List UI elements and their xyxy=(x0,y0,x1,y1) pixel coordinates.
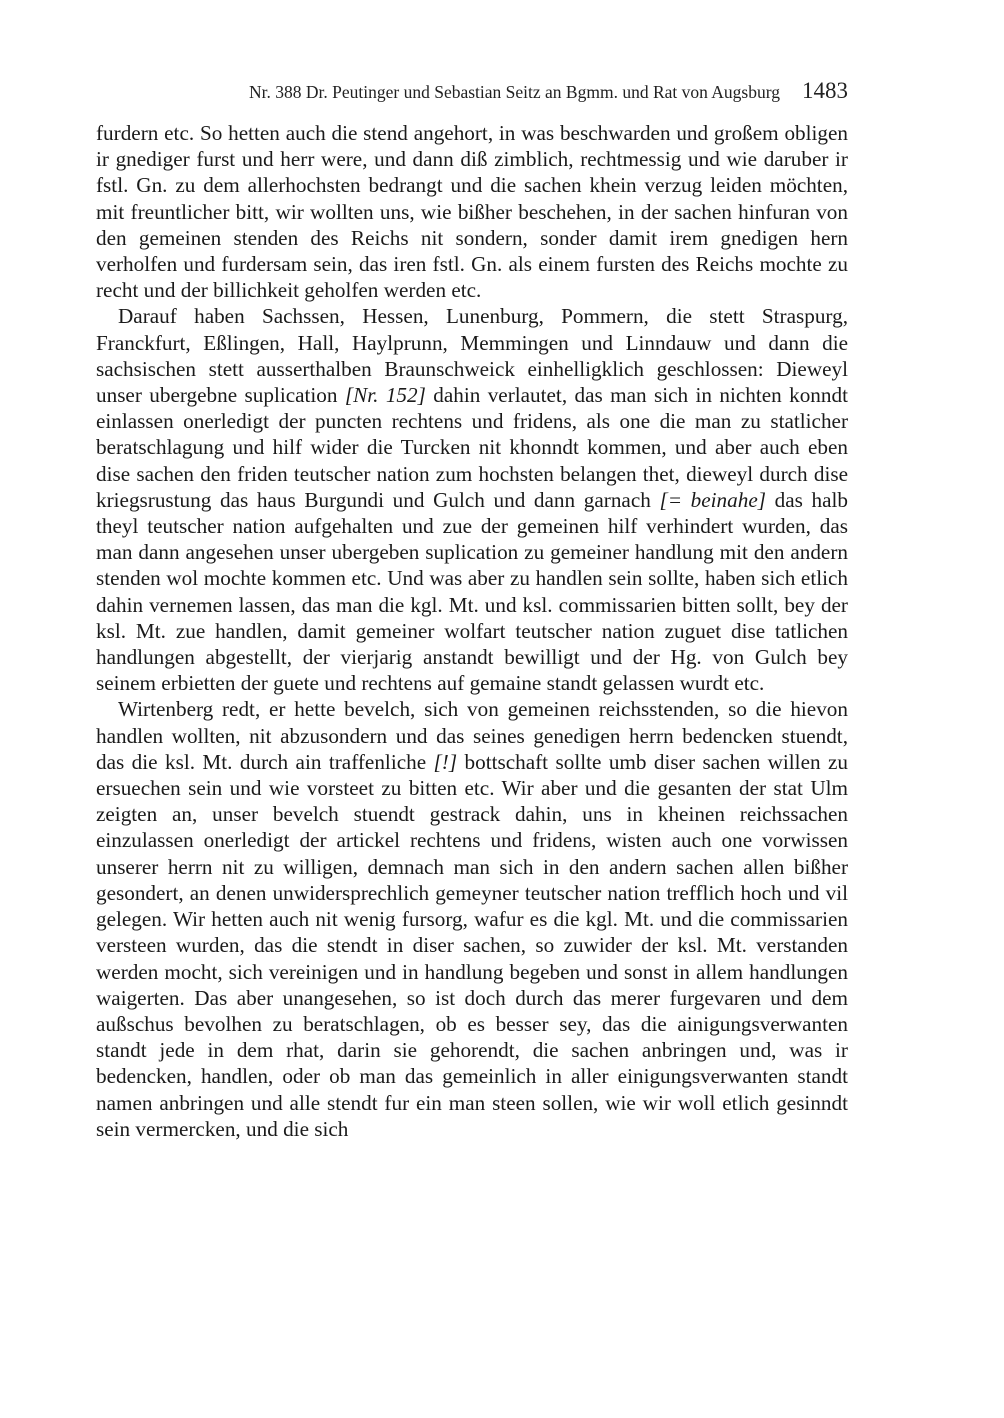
editorial-note: [= beinahe] xyxy=(659,487,766,512)
paragraph-text: furdern etc. So hetten auch die stend angehort, in was beschwarden und großem obligen ir gnediger furst und herr were, und dann diß zimblich, rechtmessig und wie daruber ir fstl. Gn. zu dem allerhochsten bedrangt und die sachen khein verzug leiden möchten, mit freuntlicher bitt, wir wollten uns, wie bißher beschehen, in der sachen hinfuran von den gemeinen stenden des Reichs nit sondern, sonder damit irem gnedigen hern verholfen und furdersam sein, das iren fstl. Gn. als einem fursten des Reichs mochte zu recht und der billichkeit geholfen werden etc. xyxy=(96,121,848,303)
paragraph-3 xyxy=(96,696,848,1141)
editorial-reference: [Nr. 152] xyxy=(344,383,426,408)
body-text xyxy=(96,120,848,1142)
page-number: 1483 xyxy=(802,78,848,103)
running-header xyxy=(96,78,848,112)
editorial-note: [!] xyxy=(433,749,458,774)
paragraph-text: das halb theyl teutscher nation aufgehalten und zue der gemeinen hilf verhindert wurden, das man dann angesehen unser ubergeben suplication zu gemeiner handlung mit den andern stenden wol mochte kommen etc. Und was aber zu handlen sein sollte, haben sich etlich dahin vernemen lassen, das man die kgl. Mt. und ksl. commissarien bitten sollt, bey der ksl. Mt. zue handlen, damit gemeiner wolfart teutscher nation zuguet dise tatlichen handlungen abgestellt, der vierjarig anstandt bewilligt und der Hg. von Gulch bey seinem erbietten der guete und rechtens auf gemaine standt gelassen wurdt etc. xyxy=(96,487,848,696)
paragraph-text: Wirtenberg redt, er hette bevelch, sich von gemeinen reichsstenden, so die hievon handlen wollten, nit abzusondern und das seines genedigen herrn bedencken stuendt, das die ksl. Mt. durch ain traffenliche xyxy=(96,697,848,774)
document-page xyxy=(96,78,848,1142)
paragraph-1 xyxy=(96,120,848,303)
paragraph-2 xyxy=(96,303,848,696)
paragraph-text: bottschaft sollte umb diser sachen willen zu ersuechen sein und wie vorsteet zu bitten etc. Wir aber und die gesanten der stat Ulm zeigten an, unser bevelch stuendt gestrack dahin, uns in kheinen reichssachen einzulassen onerledigt der artickel rechtens und fridens, wisten auch one vorwissen unserer herrn nit zu willigen, demnach man sich in den andern sachen allen bißher gesondert, an denen unwidersprechlich gemeyner teutscher nation trefflich hoch und vil gelegen. Wir hetten auch nit wenig fursorg, wafur es die kgl. Mt. und die commissarien versteen wurden, das die stendt in diser sachen, so zuwider der ksl. Mt. verstanden werden mocht, sich vereinigen und in handlung begeben und sonst in allem handlungen waigerten. Das aber unangesehen, so ist doch durch das merer furgevaren und dem außschus bevolhen zu beratschlagen, ob es besser sey, das die ainigungsverwanten standt jede in dem rhat, darin sie gehorendt, die sachen anbringen und, was ir bedencken, handlen, oder ob man das gemeinlich in aller einigungsverwanten standt namen anbringen und alle stendt fur ein man steen sollen, wie wir woll etlich gesinndt sein vermercken, und die sich xyxy=(96,749,848,1141)
paragraph-text: Darauf haben Sachssen, Hessen, Lunenburg, Pommern, die stett Straspurg, Franckfurt, Eßlingen, Hall, Haylprunn, Memmingen und Linndauw und dann die sachsischen stett ausserthalben Braunschweick einhelligklich geschlossen: Dieweyl unser ubergebne suplication xyxy=(96,304,848,408)
running-title: Nr. 388 Dr. Peutinger und Sebastian Seitz an Bgmm. und Rat von Augsburg xyxy=(249,82,780,102)
paragraph-text: dahin verlautet, das man sich in nichten konndt einlassen onerledigt der puncten rechtens und fridens, als one die man zu statlicher beratschlagung und hilf wider die Turcken nit khonndt kommen, und aber auch eben dise sachen den friden teutscher nation zum hochsten belangen thet, dieweyl durch dise kriegsrustung das haus Burgundi und Gulch und dann garnach xyxy=(96,383,848,512)
